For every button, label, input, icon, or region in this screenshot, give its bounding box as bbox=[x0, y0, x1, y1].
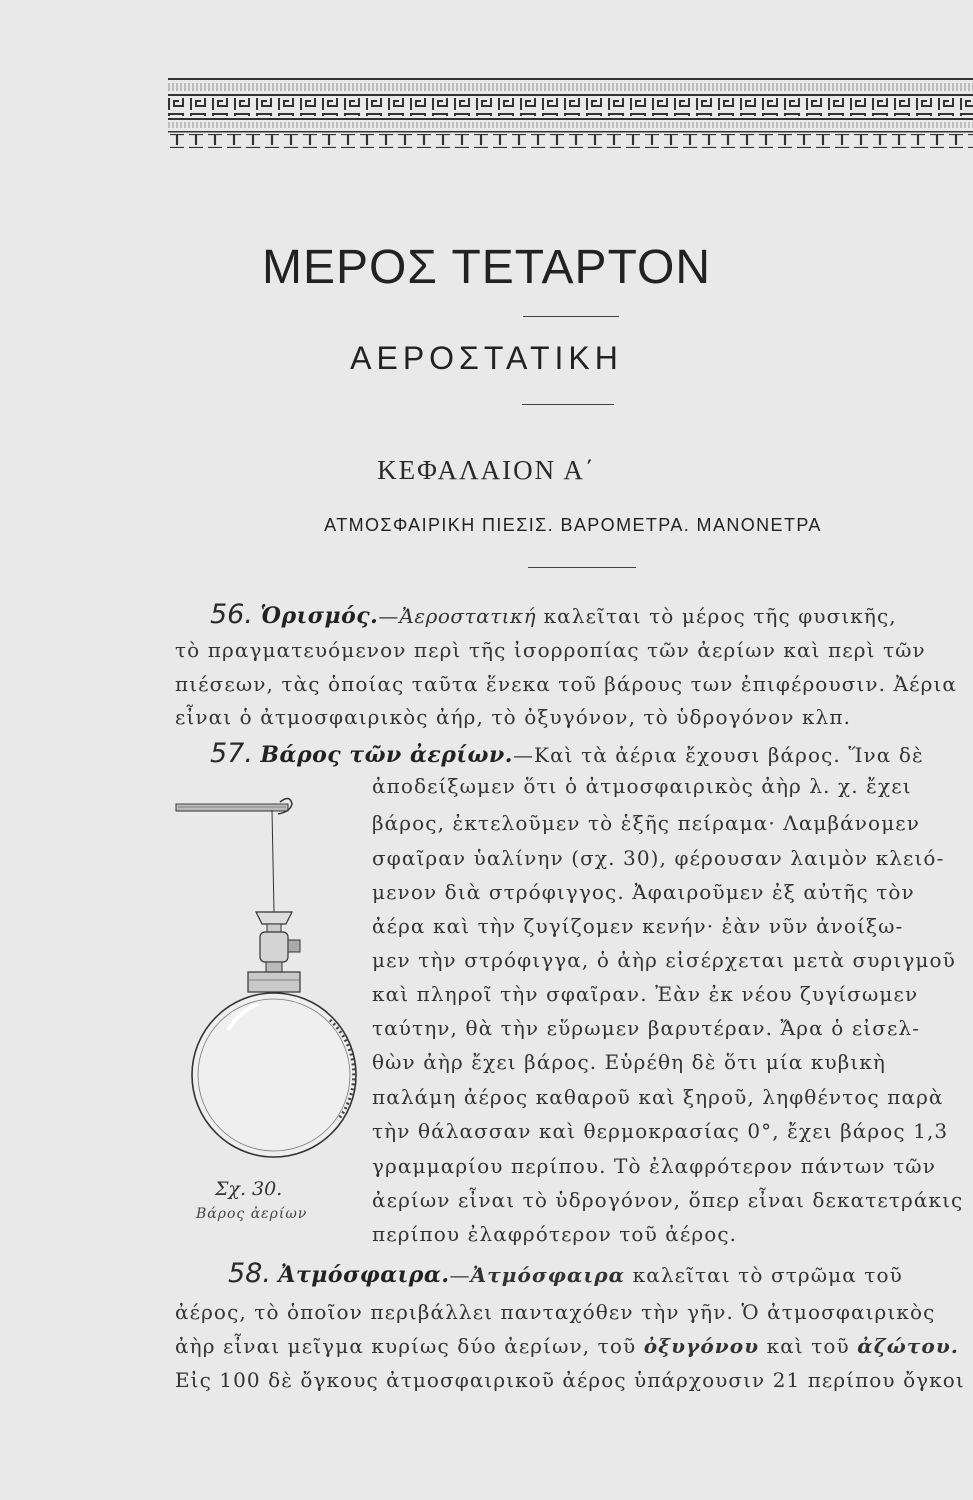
sec57-body-line: ἀερίων εἶναι τὸ ὑδρογόνον, ὅπερ εἶναι δεκατετράκις bbox=[372, 1188, 964, 1212]
sec58-line-2: ἀέρος, τὸ ὁποῖον περιβάλλει πανταχόθεν τὴν γῆν. Ὁ ἀτμοσφαιρικὸς bbox=[175, 1300, 936, 1324]
figure-caption: Σχ. 30. bbox=[215, 1178, 283, 1200]
sec57-body-line: παλάμη ἀέρος καθαροῦ καὶ ξηροῦ, ληφθέντος παρὰ bbox=[372, 1085, 944, 1109]
sec58-line-1: 58. Ἀτμόσφαιρα.—Ἀτμόσφαιρα καλεῖται τὸ στρῶμα τοῦ bbox=[228, 1258, 903, 1289]
figure-subcaption: Βάρος ἀερίων bbox=[196, 1206, 308, 1222]
sec57-body-line: ταύτην, θὰ τὴν εὕρωμεν βαρυτέραν. Ἄρα ὁ εἰσελ- bbox=[372, 1016, 921, 1040]
section-title: ΑΕΡΟΣΤΑΤΙΚΗ bbox=[350, 340, 623, 376]
sec57-body-line: μεν τὴν στρόφιγγα, ὁ ἀὴρ εἰσέρχεται μετὰ συριγμοῦ bbox=[372, 948, 956, 972]
sec57-number: 57. bbox=[210, 738, 253, 769]
sec56-line-2: τὸ πραγματευόμενον περὶ τῆς ἰσορροπίας τῶν ἀερίων καὶ περὶ τῶν bbox=[175, 638, 926, 662]
sec57-body-line: καὶ πληροῖ τὴν σφαῖραν. Ἐὰν ἐκ νέου ζυγίσωμεν bbox=[372, 982, 919, 1006]
sec57-body-line: γραμμαρίου περίπου. Τὸ ἐλαφρότερον πάντων τῶν bbox=[372, 1154, 936, 1178]
term-oxygen: ὀξυγόνου bbox=[643, 1334, 760, 1358]
sec57-body-line: σφαῖραν ὑαλίνην (σχ. 30), φέρουσαν λαιμὸν κλειό- bbox=[372, 846, 945, 870]
sec56-heading: Ὁρισμός. bbox=[260, 603, 379, 629]
divider-3 bbox=[528, 567, 636, 568]
sec58-number: 58. bbox=[228, 1258, 271, 1289]
sec57-body-line: μενον διὰ στρόφιγγος. Ἀφαιροῦμεν ἐξ αὐτῆς τὸν bbox=[372, 880, 915, 904]
part-title: ΜΕΡΟΣ ΤΕΤΑΡΤΟΝ bbox=[261, 241, 712, 294]
glass-sphere-figure bbox=[168, 790, 368, 1220]
chapter-title: ΚΕΦΑΛΑΙΟΝ Α΄ bbox=[377, 455, 596, 485]
sec57-heading: Βάρος τῶν ἀερίων. bbox=[260, 742, 513, 768]
sec57-body-line: ἀποδείξωμεν ὅτι ὁ ἀτμοσφαιρικὸς ἀὴρ λ. χ. ἔχει bbox=[372, 774, 912, 798]
sec58-line-4: Εἰς 100 δὲ ὄγκους ἀτμοσφαιρικοῦ ἀέρος ὑπάρχουσιν 21 περίπου ὄγκοι bbox=[175, 1368, 965, 1392]
sec57-body-line: θὼν ἀὴρ ἔχει βάρος. Εὑρέθη δὲ ὅτι μία κυβικὴ bbox=[372, 1050, 887, 1074]
term-nitrogen: ἀζώτου. bbox=[857, 1334, 959, 1358]
sec56-number: 56. bbox=[210, 599, 253, 630]
sec57-line-1: 57. Βάρος τῶν ἀερίων.—Καὶ τὰ ἀέρια ἔχουσι βάρος. Ἵνα δὲ bbox=[210, 738, 924, 769]
sec57-body-line: περίπου ἐλαφρότερον τοῦ ἀέρος. bbox=[372, 1222, 738, 1246]
sec57-body-line: ἀέρα καὶ τὴν ζυγίζομεν κενήν· ἐὰν νῦν ἀνοίξω- bbox=[372, 914, 904, 938]
sec57-body-line: τὴν θάλασσαν καὶ θερμοκρασίας 0°, ἔχει βάρος 1,3 bbox=[372, 1119, 949, 1143]
sec57-body-line: βάρος, ἐκτελοῦμεν τὸ ἑξῆς πείραμα· Λαμβάνομεν bbox=[372, 811, 921, 835]
sec56-term: Ἀεροστατική bbox=[399, 604, 537, 628]
greek-key-border bbox=[168, 76, 973, 150]
divider-2 bbox=[522, 404, 614, 405]
sec56-line-4: εἶναι ὁ ἀτμοσφαιρικὸς ἀήρ, τὸ ὀξυγόνον, τὸ ὑδρογόνον κλπ. bbox=[175, 705, 852, 729]
sec58-heading: Ἀτμόσφαιρα. bbox=[278, 1262, 450, 1288]
sec56-line-1: 56. Ὁρισμός.—Ἀεροστατική καλεῖται τὸ μέρος τῆς φυσικῆς, bbox=[210, 599, 897, 630]
chapter-topics: ΑΤΜΟΣΦΑΙΡΙΚΗ ΠΙΕΣΙΣ. ΒΑΡΟΜΕΤΡΑ. ΜΑΝΟΝΕΤΡΑ bbox=[324, 515, 822, 535]
sec58-line-3: ἀὴρ εἶναι μεῖγμα κυρίως δύο ἀερίων, τοῦ ὀξυγόνου καὶ τοῦ ἀζώτου. bbox=[175, 1334, 959, 1358]
sec56-line-3: πιέσεων, τὰς ὁποίας ταῦτα ἕνεκα τοῦ βάρους των ἐπιφέρουσιν. Ἀέρια bbox=[175, 672, 957, 696]
sec58-term: Ἀτμόσφαιρα bbox=[470, 1263, 626, 1287]
divider-1 bbox=[523, 316, 619, 317]
